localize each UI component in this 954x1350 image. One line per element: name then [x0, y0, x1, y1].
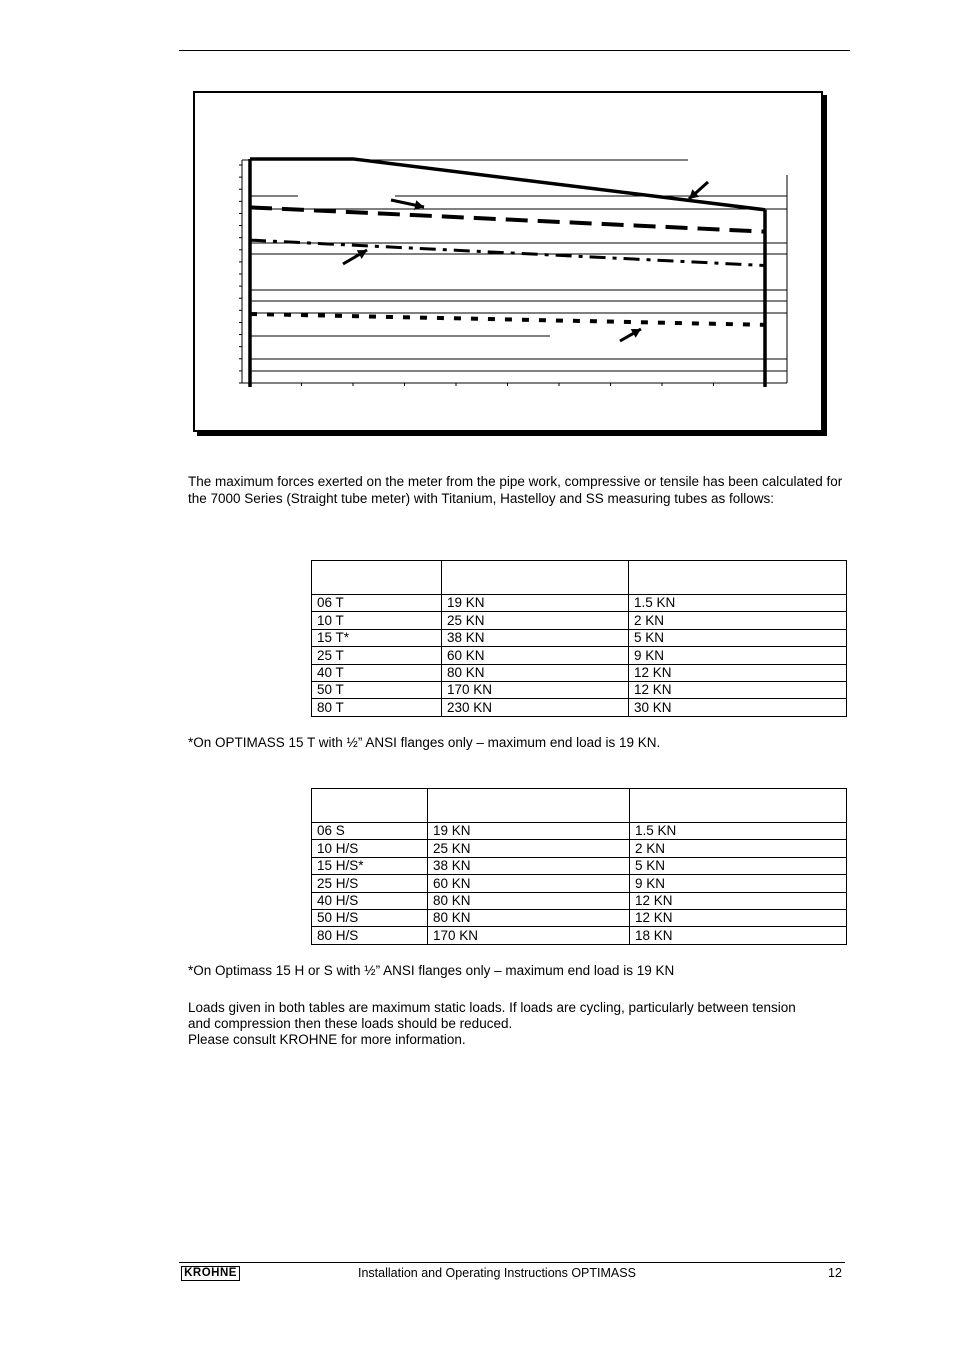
table-cell: 25 T [312, 647, 442, 664]
table-cell: 80 T [312, 699, 442, 716]
table-cell: 10 T [312, 612, 442, 629]
closing-line-1: Loads given in both tables are maximum static loads. If loads are cycling, particularly between tension [188, 1000, 796, 1015]
table-cell: 60 KN [442, 647, 629, 664]
footer-title: Installation and Operating Instructions OPTIMASS [358, 1266, 636, 1280]
table-cell: 230 KN [442, 699, 629, 716]
chart [195, 93, 821, 430]
table-cell: 170 KN [442, 681, 629, 698]
table-header-row [312, 561, 847, 595]
table-cell: 2 KN [630, 840, 847, 857]
table-cell: 25 KN [428, 840, 630, 857]
table-row [312, 927, 847, 944]
table-header-cell [312, 789, 428, 823]
series-line-2 [250, 207, 765, 231]
table-row [312, 664, 847, 681]
table-cell: 19 KN [442, 595, 629, 612]
table-header-cell [312, 561, 442, 595]
table-row [312, 699, 847, 716]
table-row [312, 892, 847, 909]
table-cell: 170 KN [428, 927, 630, 944]
table-cell: 1.5 KN [630, 823, 847, 840]
table-cell: 5 KN [629, 629, 847, 646]
table-cell: 06 S [312, 823, 428, 840]
table-header-cell [428, 789, 630, 823]
table-cell: 12 KN [629, 664, 847, 681]
table-row [312, 612, 847, 629]
table-cell: 30 KN [629, 699, 847, 716]
series-line-1 [250, 159, 765, 210]
table-cell: 12 KN [630, 909, 847, 926]
table-titanium [311, 560, 847, 717]
table-header-row [312, 789, 847, 823]
table-cell: 19 KN [428, 823, 630, 840]
table-cell: 80 KN [428, 909, 630, 926]
table-cell: 9 KN [629, 647, 847, 664]
table-header-cell [629, 561, 847, 595]
table-cell: 12 KN [630, 892, 847, 909]
table-cell: 80 H/S [312, 927, 428, 944]
table-cell: 40 H/S [312, 892, 428, 909]
table-cell: 50 T [312, 681, 442, 698]
table-header-cell [442, 561, 629, 595]
table-cell: 25 H/S [312, 875, 428, 892]
table-cell: 60 KN [428, 875, 630, 892]
table-cell: 40 T [312, 664, 442, 681]
table-cell: 25 KN [442, 612, 629, 629]
note-hastelloy-ss: *On Optimass 15 H or S with ½” ANSI flanges only – maximum end load is 19 KN [188, 963, 675, 978]
closing-line-3: Please consult KROHNE for more information. [188, 1032, 466, 1047]
table-cell: 18 KN [630, 927, 847, 944]
table-row [312, 629, 847, 646]
chart-frame [193, 91, 823, 432]
table-cell: 1.5 KN [629, 595, 847, 612]
table-row [312, 840, 847, 857]
closing-line-2: and compression then these loads should be reduced. [188, 1016, 513, 1031]
table-cell: 12 KN [629, 681, 847, 698]
page-number: 12 [828, 1266, 842, 1280]
table-hastelloy-ss [311, 788, 847, 945]
table-header-cell [630, 789, 847, 823]
note-titanium: *On OPTIMASS 15 T with ½” ANSI flanges only – maximum end load is 19 KN. [188, 735, 661, 750]
table-cell: 9 KN [630, 875, 847, 892]
series-line-4 [250, 314, 765, 325]
krohne-logo: KROHNE [181, 1266, 240, 1281]
table-cell: 80 KN [442, 664, 629, 681]
table-row [312, 857, 847, 874]
footer-rule [179, 1262, 845, 1263]
table-cell: 06 T [312, 595, 442, 612]
intro-paragraph: The maximum forces exerted on the meter from the pipe work, compressive or tensile has been calculated for the 7000 Series (Straight tube meter) with Titanium, Hastelloy and SS measuring tubes as follows: [188, 474, 843, 506]
table-cell: 5 KN [630, 857, 847, 874]
table-row [312, 823, 847, 840]
table-cell: 2 KN [629, 612, 847, 629]
header-rule [179, 50, 850, 51]
table-cell: 50 H/S [312, 909, 428, 926]
table-cell: 15 H/S* [312, 857, 428, 874]
table-cell: 15 T* [312, 629, 442, 646]
table-cell: 38 KN [428, 857, 630, 874]
table-row [312, 647, 847, 664]
series-line-3 [250, 240, 765, 265]
table-row [312, 909, 847, 926]
table-cell: 80 KN [428, 892, 630, 909]
table-row [312, 875, 847, 892]
table-row [312, 595, 847, 612]
table-cell: 38 KN [442, 629, 629, 646]
table-row [312, 681, 847, 698]
table-cell: 10 H/S [312, 840, 428, 857]
